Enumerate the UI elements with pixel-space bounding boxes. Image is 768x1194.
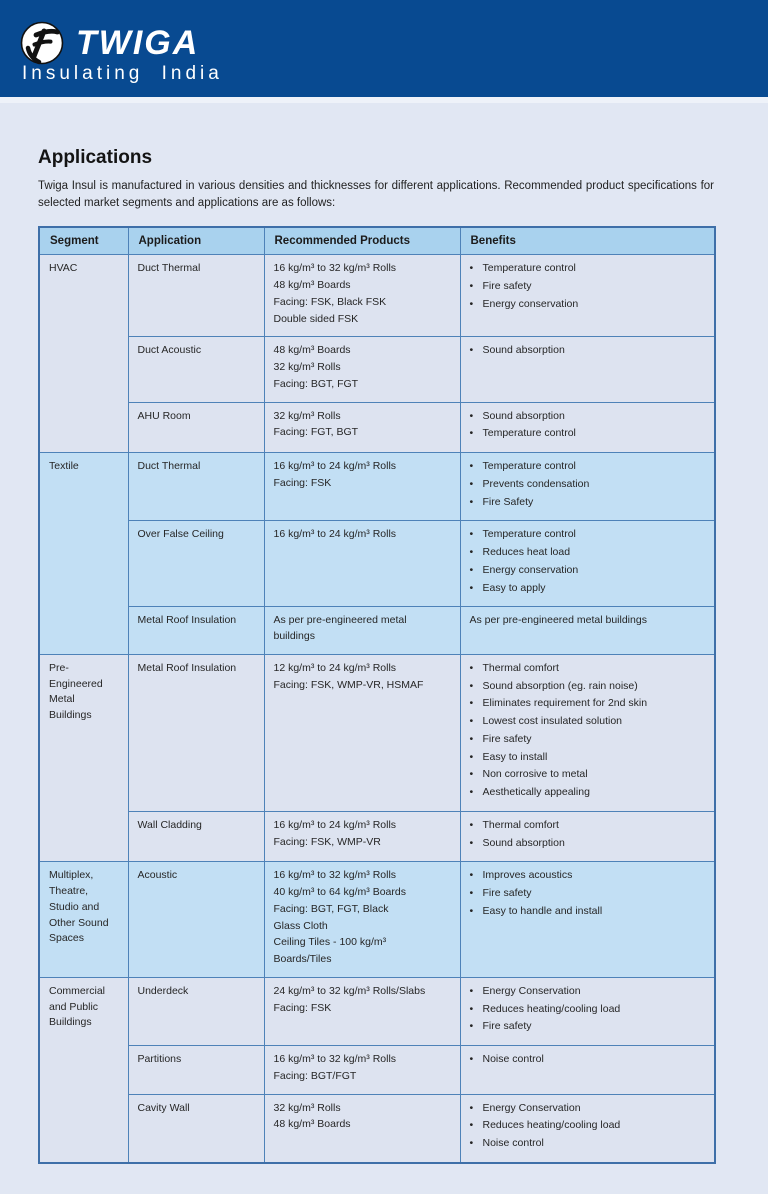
bullet-icon: •	[469, 697, 474, 710]
table-row	[39, 337, 715, 402]
application-cell: Duct Acoustic	[128, 337, 264, 402]
benefit-item	[470, 409, 706, 425]
benefit-item	[470, 818, 706, 834]
bullet-icon: •	[469, 679, 474, 692]
benefit-text: Reduces heat load	[482, 546, 571, 559]
recommended-products-cell	[264, 811, 460, 862]
recommended-products-cell	[264, 337, 460, 402]
benefit-item	[470, 459, 706, 475]
application-cell: Underdeck	[128, 977, 264, 1045]
benefit-text: Temperature control	[482, 427, 576, 440]
recommended-products-cell	[264, 977, 460, 1045]
bullet-icon: •	[469, 460, 474, 473]
product-line: Facing: FSK	[273, 476, 332, 489]
bullet-icon: •	[469, 280, 474, 293]
benefit-text: Fire safety	[482, 280, 532, 293]
benefits-cell	[460, 607, 715, 655]
recommended-products-cell	[264, 1094, 460, 1163]
benefits-cell	[460, 337, 715, 402]
benefit-item	[470, 868, 706, 884]
product-line: 24 kg/m³ to 32 kg/m³ Rolls/Slabs	[273, 984, 426, 997]
table-row	[39, 453, 715, 521]
benefit-text: Easy to handle and install	[482, 904, 603, 917]
benefit-text: Reduces heating/cooling load	[482, 1119, 621, 1132]
product-line: 32 kg/m³ Rolls	[273, 1101, 341, 1114]
benefit-text: Energy Conservation	[482, 984, 581, 997]
benefit-item	[470, 984, 706, 1000]
benefit-item	[470, 732, 706, 748]
benefit-item	[470, 696, 706, 712]
bullet-icon: •	[469, 715, 474, 728]
benefit-item	[470, 279, 706, 295]
benefit-text: Sound absorption	[482, 344, 565, 357]
bullet-icon: •	[469, 262, 474, 275]
bullet-icon: •	[469, 836, 474, 849]
table-row	[39, 607, 715, 655]
benefit-text: Improves acoustics	[482, 869, 573, 882]
recommended-products-cell	[264, 453, 460, 521]
product-line: 12 kg/m³ to 24 kg/m³ Rolls	[273, 661, 397, 674]
bullet-icon: •	[469, 546, 474, 559]
page-title: Applications	[38, 147, 153, 168]
benefit-text: Fire Safety	[482, 495, 534, 508]
benefit-plain-text: As per pre-engineered metal buildings	[469, 614, 647, 627]
benefit-text: Reduces heating/cooling load	[482, 1002, 621, 1015]
benefit-item	[470, 1101, 706, 1117]
product-line: Facing: FSK, WMP-VR, HSMAF	[273, 678, 424, 691]
benefit-item	[470, 1118, 706, 1134]
segment-cell: Multiplex, Theatre, Studio and Other Sound Spaces	[39, 862, 128, 978]
column-header-application: Application	[128, 227, 264, 255]
product-line: Facing: BGT, FGT	[273, 377, 359, 390]
bullet-icon: •	[469, 887, 474, 900]
benefit-text: Non corrosive to metal	[482, 768, 588, 781]
bullet-icon: •	[469, 818, 474, 831]
product-line: 32 kg/m³ Rolls	[273, 361, 341, 374]
benefit-text: Prevents condensation	[482, 477, 590, 490]
benefit-text: Temperature control	[482, 460, 576, 473]
segment-cell: HVAC	[39, 255, 128, 453]
benefit-text: Energy conservation	[482, 563, 579, 576]
table-header-row	[39, 227, 715, 255]
bullet-icon: •	[469, 984, 474, 997]
benefit-text: Sound absorption	[482, 836, 565, 849]
column-header-recommended-products: Recommended Products	[264, 227, 460, 255]
product-line: Ceiling Tiles - 100 kg/m³	[273, 936, 387, 949]
bullet-icon: •	[469, 904, 474, 917]
benefit-item	[470, 679, 706, 695]
benefit-item	[470, 527, 706, 543]
benefit-text: Eliminates requirement for 2nd skin	[482, 697, 648, 710]
benefit-item	[470, 1052, 706, 1068]
product-line: 16 kg/m³ to 24 kg/m³ Rolls	[273, 818, 397, 831]
product-line: 40 kg/m³ to 64 kg/m³ Boards	[273, 886, 406, 899]
benefit-text: Easy to install	[482, 750, 548, 763]
benefit-item	[470, 261, 706, 277]
product-line: 16 kg/m³ to 24 kg/m³ Rolls	[273, 528, 397, 541]
benefit-item	[470, 750, 706, 766]
benefit-item	[470, 1002, 706, 1018]
product-line: Facing: FSK	[273, 1001, 332, 1014]
benefit-item	[470, 563, 706, 579]
product-line: Boards/Tiles	[273, 953, 332, 966]
benefit-item	[470, 297, 706, 313]
bullet-icon: •	[469, 732, 474, 745]
product-line: As per pre-engineered metal buildings	[273, 614, 407, 643]
benefits-cell	[460, 977, 715, 1045]
application-cell: Wall Cladding	[128, 811, 264, 862]
page-body	[0, 147, 768, 1194]
benefits-cell	[460, 862, 715, 978]
product-line: 16 kg/m³ to 32 kg/m³ Rolls	[273, 869, 397, 882]
product-line: Facing: FGT, BGT	[273, 426, 359, 439]
application-cell: Cavity Wall	[128, 1094, 264, 1163]
bullet-icon: •	[469, 1020, 474, 1033]
product-line: Facing: FSK, Black FSK	[273, 295, 387, 308]
bullet-icon: •	[469, 581, 474, 594]
benefit-item	[470, 714, 706, 730]
benefit-item	[470, 785, 706, 801]
recommended-products-cell	[264, 255, 460, 337]
benefit-item	[470, 661, 706, 677]
table-row	[39, 977, 715, 1045]
benefits-cell	[460, 453, 715, 521]
column-header-benefits: Benefits	[460, 227, 715, 255]
benefit-text: Noise control	[482, 1053, 544, 1066]
product-line: 48 kg/m³ Boards	[273, 344, 351, 357]
product-line: Glass Cloth	[273, 919, 328, 932]
benefits-cell	[460, 255, 715, 337]
bullet-icon: •	[469, 563, 474, 576]
benefit-text: Easy to apply	[482, 581, 546, 594]
recommended-products-cell	[264, 402, 460, 453]
product-line: Double sided FSK	[273, 312, 359, 325]
benefits-cell	[460, 521, 715, 607]
benefit-text: Lowest cost insulated solution	[482, 715, 622, 728]
benefits-cell	[460, 1094, 715, 1163]
bullet-icon: •	[469, 1137, 474, 1150]
recommended-products-cell	[264, 862, 460, 978]
recommended-products-cell	[264, 654, 460, 811]
table-row	[39, 521, 715, 607]
bullet-icon: •	[469, 495, 474, 508]
bullet-icon: •	[469, 869, 474, 882]
segment-cell: Commercial and Public Buildings	[39, 977, 128, 1163]
benefit-text: Sound absorption	[482, 409, 565, 422]
brand-name: TWIGA	[76, 24, 200, 62]
bullet-icon: •	[469, 1002, 474, 1015]
table-row	[39, 402, 715, 453]
bullet-icon: •	[469, 1101, 474, 1114]
application-cell: Metal Roof Insulation	[128, 607, 264, 655]
twiga-logo-icon	[20, 21, 64, 65]
benefit-item	[470, 904, 706, 920]
application-cell: Duct Thermal	[128, 255, 264, 337]
applications-table	[38, 226, 716, 1164]
bullet-icon: •	[469, 1119, 474, 1132]
bullet-icon: •	[469, 528, 474, 541]
benefit-text: Fire safety	[482, 732, 532, 745]
benefit-text: Energy Conservation	[482, 1101, 581, 1114]
bullet-icon: •	[469, 297, 474, 310]
recommended-products-cell	[264, 521, 460, 607]
benefit-item	[470, 426, 706, 442]
application-cell: Over False Ceiling	[128, 521, 264, 607]
benefit-item	[470, 886, 706, 902]
benefit-text: Temperature control	[482, 528, 576, 541]
brand-header	[0, 0, 768, 97]
table-row	[39, 862, 715, 978]
brand-tagline: Insulating India	[22, 63, 223, 84]
product-line: Facing: BGT/FGT	[273, 1069, 357, 1082]
intro-paragraph: Twiga Insul is manufactured in various densities and thicknesses for different applications. Recommended product specifications for selected market segments and applications are as follows:	[38, 180, 714, 209]
benefit-text: Aesthetically appealing	[482, 786, 590, 799]
bullet-icon: •	[469, 1053, 474, 1066]
benefits-cell	[460, 402, 715, 453]
product-line: 16 kg/m³ to 24 kg/m³ Rolls	[273, 460, 397, 473]
bullet-icon: •	[469, 786, 474, 799]
column-header-segment: Segment	[39, 227, 128, 255]
benefit-item	[470, 343, 706, 359]
table-row	[39, 1046, 715, 1095]
benefits-cell	[460, 1046, 715, 1095]
segment-cell: Pre-Engineered Metal Buildings	[39, 654, 128, 862]
product-line: 16 kg/m³ to 32 kg/m³ Rolls	[273, 1053, 397, 1066]
benefit-text: Thermal comfort	[482, 661, 559, 674]
application-cell: Duct Thermal	[128, 453, 264, 521]
bullet-icon: •	[469, 750, 474, 763]
bullet-icon: •	[469, 409, 474, 422]
table-row	[39, 1094, 715, 1163]
header-divider	[0, 97, 768, 103]
bullet-icon: •	[469, 344, 474, 357]
table-row	[39, 255, 715, 337]
benefit-text: Fire safety	[482, 887, 532, 900]
table-row	[39, 654, 715, 811]
benefit-text: Energy conservation	[482, 297, 579, 310]
benefits-cell	[460, 654, 715, 811]
product-line: 48 kg/m³ Boards	[273, 1118, 351, 1131]
bullet-icon: •	[469, 768, 474, 781]
product-line: 32 kg/m³ Rolls	[273, 409, 341, 422]
product-line: Facing: BGT, FGT, Black	[273, 902, 389, 915]
recommended-products-cell	[264, 607, 460, 655]
benefit-item	[470, 1136, 706, 1152]
benefit-text: Temperature control	[482, 262, 576, 275]
recommended-products-cell	[264, 1046, 460, 1095]
benefit-item	[470, 836, 706, 852]
application-cell: Acoustic	[128, 862, 264, 978]
bullet-icon: •	[469, 477, 474, 490]
segment-cell: Textile	[39, 453, 128, 655]
benefit-item	[470, 545, 706, 561]
bullet-icon: •	[469, 427, 474, 440]
benefit-text: Sound absorption (eg. rain noise)	[482, 679, 638, 692]
product-line: 48 kg/m³ Boards	[273, 279, 351, 292]
benefits-cell	[460, 811, 715, 862]
benefit-item	[470, 495, 706, 511]
benefit-item	[470, 1019, 706, 1035]
table-row	[39, 811, 715, 862]
benefit-item	[470, 767, 706, 783]
bullet-icon: •	[469, 661, 474, 674]
product-line: Facing: FSK, WMP-VR	[273, 835, 381, 848]
benefit-text: Fire safety	[482, 1020, 532, 1033]
benefit-text: Noise control	[482, 1137, 544, 1150]
application-cell: Partitions	[128, 1046, 264, 1095]
benefit-item	[470, 581, 706, 597]
application-cell: AHU Room	[128, 402, 264, 453]
benefit-text: Thermal comfort	[482, 818, 559, 831]
product-line: 16 kg/m³ to 32 kg/m³ Rolls	[273, 262, 397, 275]
application-cell: Metal Roof Insulation	[128, 654, 264, 811]
benefit-item	[470, 477, 706, 493]
